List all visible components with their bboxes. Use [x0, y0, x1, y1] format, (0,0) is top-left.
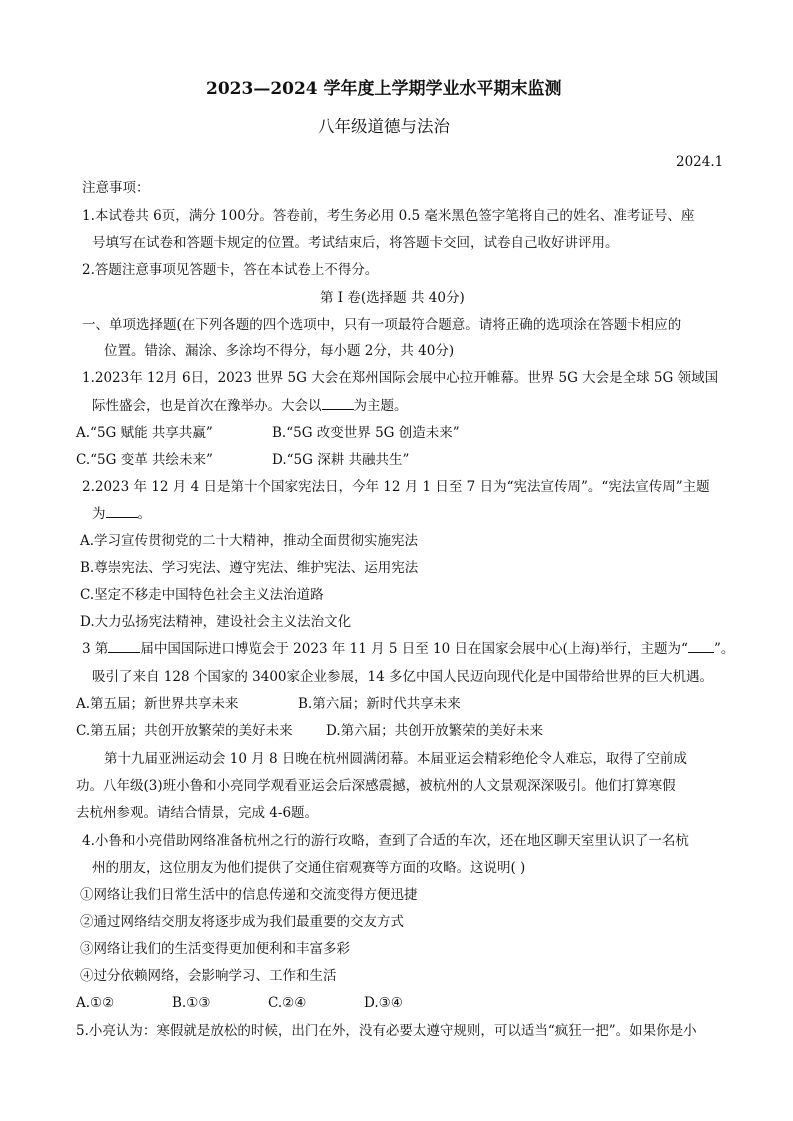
q3-option-d: D.第六届；共创开放繁荣的美好未来	[326, 723, 544, 739]
section-instruction: 一、单项选择题(在下列各题的四个选项中，只有一项最符合题意。请将正确的选项涂在答题卡相应的	[82, 317, 682, 333]
q1-option-a: A.“5G 赋能 共享共赢”	[76, 425, 213, 441]
notice-heading: 注意事项：	[82, 180, 150, 196]
question-4-cont: 州的朋友，这位朋友为他们提供了交通住宿观赛等方面的攻略。这说明( )	[92, 860, 526, 876]
notice-item-1-cont: 号填写在试卷和答题卡规定的位置。考试结束后，将答题卡交回，试卷自己收好讲评用。	[92, 235, 619, 251]
question-1-cont	[92, 397, 408, 415]
answer-blank	[322, 397, 354, 410]
part-heading: 第 I 卷(选择题 共 40分)	[320, 290, 465, 306]
q2-option-c: C.坚定不移走中国特色社会主义法治道路	[80, 587, 324, 603]
exam-subject: 八年级道德与法治	[318, 117, 450, 136]
question-5: 5.小亮认为：寒假就是放松的时候，出门在外，没有必要太遵守规则，可以适当“疯狂一把”。如果你是小	[76, 1023, 697, 1039]
q4-option-b: B.①③	[172, 995, 211, 1011]
exam-date: 2024.1	[676, 154, 724, 170]
question-3-cont: 吸引了来自 128 个国家的 3400家企业参展，14 多亿中国人民迈向现代化是中国带给世界的巨大机遇。	[92, 669, 713, 685]
section-instruction-cont: 位置。错涂、漏涂、多涂均不得分，每小题 2分，共 40分)	[104, 343, 455, 359]
q4-option-c: C.②④	[268, 995, 307, 1011]
q2-text-a: 为	[92, 506, 106, 522]
q3-option-a: A.第五届；新世界共享未来	[76, 696, 239, 712]
q4-statement-3: ③网络让我们的生活变得更加便利和丰富多彩	[80, 941, 350, 957]
q1-text-a: 际性盛会，也是首次在豫举办。大会以	[92, 398, 322, 414]
q4-option-d: D.③④	[364, 995, 403, 1011]
q4-option-a: A.①②	[76, 995, 115, 1011]
q4-statement-2: ②通过网络结交朋友将逐步成为我们最重要的交友方式	[80, 914, 404, 930]
answer-blank	[106, 505, 138, 518]
q2-text-b: 。	[137, 506, 151, 522]
q3-option-b: B.第六届；新时代共享未来	[298, 696, 461, 712]
q3-text-c: ”。	[713, 641, 735, 657]
passage-line-3: 去杭州参观。请结合情景，完成 4-6题。	[76, 805, 319, 821]
q3-text-a: 3 第	[82, 641, 109, 657]
passage-line-1: 第十九届亚洲运动会 10 月 8 日晚在杭州圆满闭幕。本届亚运会精彩绝伦令人难忘，取得了空前成	[104, 751, 687, 767]
answer-blank	[108, 640, 140, 653]
q1-option-b: B.“5G 改变世界 5G 创造未来”	[272, 425, 460, 441]
q1-text-b: 为主题。	[353, 398, 408, 414]
q1-option-c: C.“5G 变革 共绘未来”	[76, 452, 213, 468]
answer-blank	[688, 640, 714, 653]
question-4: 4.小鲁和小亮借助网络准备杭州之行的游行攻略，查到了合适的车次，还在地区聊天室里认识了一名杭	[82, 833, 689, 849]
question-1: 1.2023年 12月 6日，2023 世界 5G 大会在郑州国际会展中心拉开帷幕。世界 5G 大会是全球 5G 领域国	[82, 370, 719, 386]
q2-option-a: A.学习宣传贯彻党的二十大精神，推动全面贯彻实施宪法	[80, 533, 419, 549]
q1-option-d: D.“5G 深耕 共融共生”	[272, 452, 410, 468]
notice-item-2: 2.答题注意事项见答题卡，答在本试卷上不得分。	[82, 262, 379, 278]
notice-item-1: 1.本试卷共 6页，满分 100分。答卷前，考生务必用 0.5 毫米黑色签字笔将自己的姓名、准考证号、座	[82, 208, 695, 224]
q2-option-d: D.大力弘扬宪法精神，建设社会主义法治文化	[80, 614, 352, 630]
q2-option-b: B.尊崇宪法、学习宪法、遵守宪法、维护宪法、运用宪法	[80, 560, 419, 576]
q3-option-c: C.第五届；共创开放繁荣的美好未来	[76, 723, 293, 739]
q3-text-b: 届中国国际进口博览会于 2023 年 11 月 5 日至 10 日在国家会展中心(上海)举行，主题为“	[140, 641, 688, 657]
question-2-cont	[92, 505, 151, 523]
exam-title: 2023—2024 学年度上学期学业水平期末监测	[206, 79, 562, 99]
q4-statement-1: ①网络让我们日常生活中的信息传递和交流变得方便迅捷	[80, 887, 418, 903]
q4-statement-4: ④过分依赖网络，会影响学习、工作和生活	[80, 968, 337, 984]
question-3	[82, 640, 734, 658]
question-2: 2.2023 年 12 月 4 日是第十个国家宪法日，今年 12 月 1 日至 7 日为“宪法宣传周”。“宪法宣传周”主题	[82, 479, 710, 495]
passage-line-2: 功。八年级(3)班小鲁和小亮同学观看亚运会后深感震撼，被杭州的人文景观深深吸引。他们打算寒假	[76, 778, 676, 794]
